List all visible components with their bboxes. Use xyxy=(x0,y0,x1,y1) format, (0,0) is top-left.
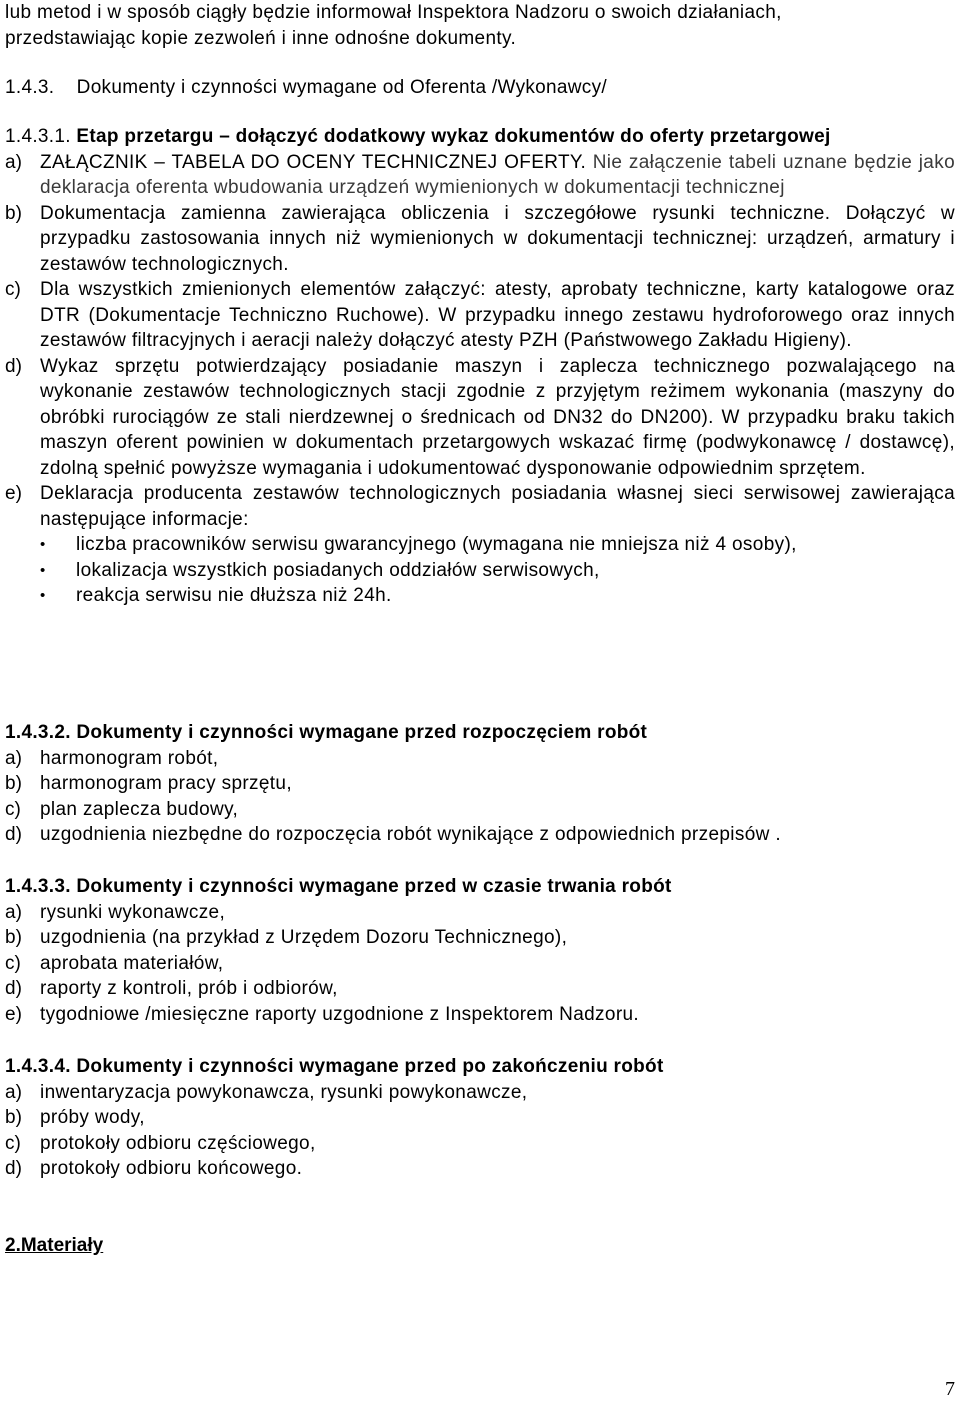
heading-number: 1.4.3. xyxy=(5,77,55,98)
item-text: raporty z kontroli, prób i odbiorów, xyxy=(40,978,338,999)
item-text xyxy=(40,150,955,201)
list-item xyxy=(5,900,955,926)
item-text: rysunki wykonawcze, xyxy=(40,901,226,923)
list-item xyxy=(5,822,955,848)
heading-1-4-3-2 xyxy=(5,720,955,746)
heading-1-4-3-3 xyxy=(5,874,955,900)
item-label: d) xyxy=(5,978,22,999)
list-item xyxy=(5,354,955,482)
heading-number: 1.4.3.2. xyxy=(5,722,71,743)
item-text: aprobata materiałów, xyxy=(40,952,224,974)
item-label: d) xyxy=(5,824,22,845)
item-text: próby wody, xyxy=(40,1107,145,1128)
intro-paragraph xyxy=(5,0,955,51)
item-label: b) xyxy=(5,773,22,794)
heading-number: 1.4.3.1. xyxy=(5,126,71,147)
item-label: d) xyxy=(5,355,22,377)
list-item xyxy=(5,201,955,278)
bullet-text: liczba pracowników serwisu gwarancyjnego (wymagana nie mniejsza niż 4 osoby), xyxy=(76,534,797,555)
item-label: d) xyxy=(5,1158,22,1179)
item-text: Dla wszystkich zmienionych elementów załączyć: atesty, aprobaty techniczne, karty katalogowe oraz DTR (Dokumentacje Techniczno Ruchowe). W przypadku innego zestawu hydroforowego oraz innych zestawów filtracyjnych i aeracji należy dołączyć atesty PZH (Państwowego Zakładu Higieny). xyxy=(40,279,955,351)
item-text: protokoły odbioru końcowego. xyxy=(40,1158,303,1179)
item-text: harmonogram pracy sprzętu, xyxy=(40,773,292,794)
heading-1-4-3-4 xyxy=(5,1054,955,1080)
page-number: 7 xyxy=(945,1378,955,1400)
heading-number: 1.4.3.3. xyxy=(5,876,71,897)
list-item xyxy=(5,1131,955,1157)
intro-line-2: przedstawiając kopie zezwoleń i inne odnośne dokumenty. xyxy=(5,27,517,49)
item-label: b) xyxy=(5,202,22,224)
item-label: c) xyxy=(5,1132,21,1154)
list-item xyxy=(5,925,955,951)
section-1-4-3-3 xyxy=(5,874,955,1027)
bullet-icon: • xyxy=(40,587,46,604)
list-item xyxy=(5,277,955,354)
item-text-caps: ZAŁĄCZNIK – TABELA DO OCENY TECHNICZNEJ OFERTY. xyxy=(40,151,587,173)
heading-1-4-3-1 xyxy=(5,124,955,150)
list-item xyxy=(5,1002,955,1028)
item-label: e) xyxy=(5,1003,22,1025)
item-text: plan zaplecza budowy, xyxy=(40,798,239,820)
heading-title: Dokumenty i czynności wymagane przed w czasie trwania robót xyxy=(76,876,672,897)
bullet-icon: • xyxy=(40,536,46,553)
list-item xyxy=(5,976,955,1002)
list-item xyxy=(5,1105,955,1131)
item-text: Wykaz sprzętu potwierdzający posiadanie maszyn i zaplecza technicznego pozwalającego na wykonanie zestawów technologicznych stacji zgodnie z przyjętym reżimem wykonania (maszyny do obróbki rurociągów ze stali nierdzewnej o średnicach od DN32 do DN200). W przypadku braku takich maszyn oferent powinien w dokumentach przetargowych wskazać firmę (podwykonawcę / dostawcę), zdolną spełnić powyższe wymagania i udokumentować dysponowanie odpowiednim sprzętem. xyxy=(40,355,955,479)
item-text: uzgodnienia niezbędne do rozpoczęcia robót wynikające z odpowiednich przepisów . xyxy=(40,824,781,845)
heading-title: Dokumenty i czynności wymagane przed rozpoczęciem robót xyxy=(76,722,648,743)
section-1-4-3-2 xyxy=(5,720,955,848)
item-label: e) xyxy=(5,483,22,504)
heading-title: Etap przetargu – dołączyć dodatkowy wykaz dokumentów do oferty przetargowej xyxy=(76,126,831,147)
heading-number: 1.4.3.4. xyxy=(5,1056,71,1077)
bullet-item xyxy=(5,583,955,609)
item-label: b) xyxy=(5,927,22,948)
intro-line-1: lub metod i w sposób ciągły będzie informował Inspektora Nadzoru o swoich działaniach, xyxy=(5,2,782,23)
item-label: a) xyxy=(5,151,22,173)
heading-title: Dokumenty i czynności wymagane od Oferenta /Wykonawcy/ xyxy=(76,77,607,98)
item-label: b) xyxy=(5,1107,22,1128)
heading-2-materialy: 2.Materiały xyxy=(5,1235,104,1256)
bullet-item xyxy=(5,532,955,558)
section-1-4-3-1 xyxy=(5,124,955,609)
list-item xyxy=(5,771,955,797)
item-label: a) xyxy=(5,747,22,769)
list-item xyxy=(5,1156,955,1182)
section-1-4-3-4 xyxy=(5,1054,955,1182)
list-item xyxy=(5,951,955,977)
list-item xyxy=(5,481,955,532)
heading-title: Dokumenty i czynności wymagane przed po zakończeniu robót xyxy=(76,1056,664,1077)
bullet-item xyxy=(5,558,955,584)
item-label: a) xyxy=(5,901,22,923)
item-text: harmonogram robót, xyxy=(40,747,219,769)
bullet-text: reakcja serwisu nie dłuższa niż 24h. xyxy=(76,585,392,606)
item-text: protokoły odbioru częściowego, xyxy=(40,1132,316,1154)
item-label: a) xyxy=(5,1081,22,1103)
item-text: Deklaracja producenta zestawów technologicznych posiadania własnej sieci serwisowej zawierająca następujące informacje: xyxy=(40,483,955,530)
item-label: c) xyxy=(5,279,21,300)
item-text: inwentaryzacja powykonawcza, rysunki powykonawcze, xyxy=(40,1081,528,1103)
item-text: tygodniowe /miesięczne raporty uzgodnione z Inspektorem Nadzoru. xyxy=(40,1003,640,1025)
item-label: c) xyxy=(5,798,21,820)
item-text-rest: Nie załączenie tabeli uznane będzie jako deklaracja oferenta wbudowania urządzeń wymienionych w dokumentacji technicznej xyxy=(40,151,955,198)
list-item xyxy=(5,746,955,772)
list-item xyxy=(5,797,955,823)
list-item xyxy=(5,150,955,201)
heading-1-4-3 xyxy=(5,75,607,101)
item-label: c) xyxy=(5,952,21,974)
list-item xyxy=(5,1080,955,1106)
item-text: uzgodnienia (na przykład z Urzędem Dozoru Technicznego), xyxy=(40,927,568,948)
bullet-icon: • xyxy=(40,561,46,579)
item-text: Dokumentacja zamienna zawierająca obliczenia i szczegółowe rysunki techniczne. Dołączyć w przypadku zastosowania innych niż wymienionych w dokumentacji technicznej: urządzeń, armatury i zestawów technologicznych. xyxy=(40,202,955,275)
bullet-text: lokalizacja wszystkich posiadanych oddziałów serwisowych, xyxy=(76,559,600,581)
